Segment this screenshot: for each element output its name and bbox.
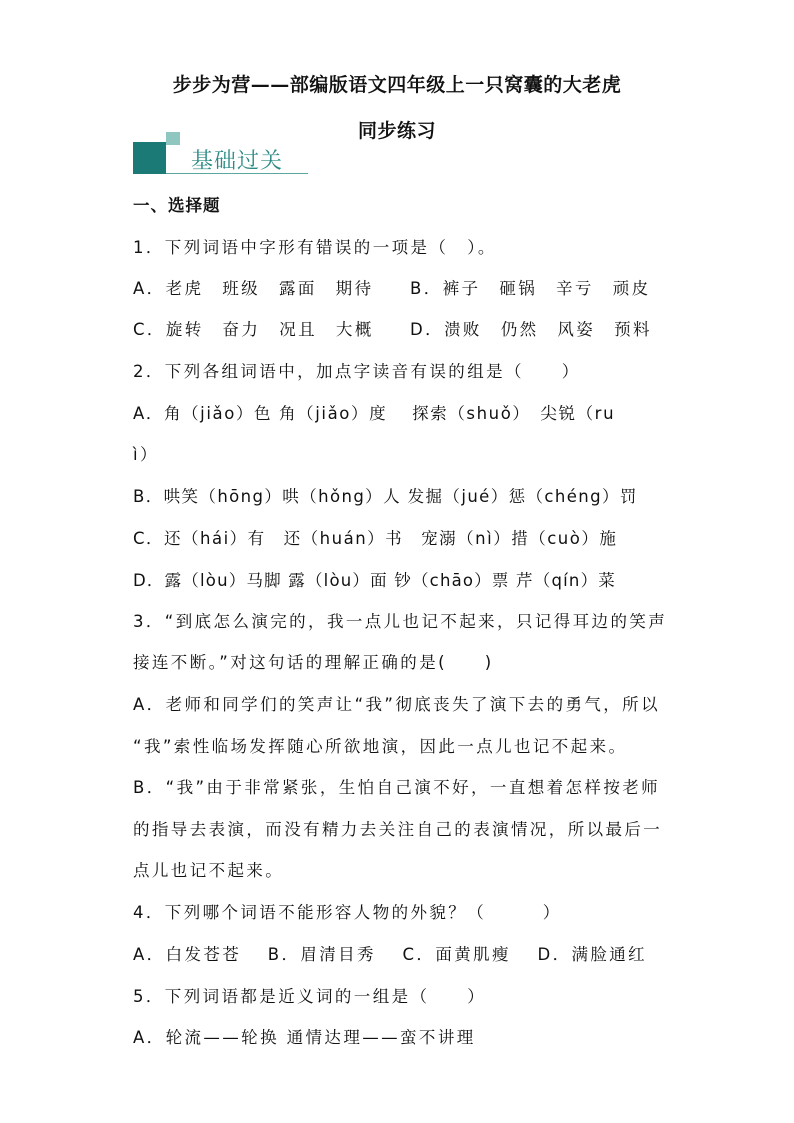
- question-3-stem-line-2: 接连不断。”对这句话的理解正确的是( ): [133, 653, 494, 672]
- section-header-decor-small-block: [166, 132, 180, 145]
- question-3-option-a-line-1: A．老师和同学们的笑声让“我”彻底丧失了演下去的勇气，所以: [133, 695, 660, 714]
- question-4-stem: 4．下列哪个词语不能形容人物的外貌？（ ）: [133, 903, 562, 922]
- document-subtitle: 同步练习: [357, 120, 436, 142]
- question-1-option-b: B．裤子 砸锅 辛亏 顽皮: [410, 279, 651, 298]
- question-4-options: A．白发苍苍 B．眉清目秀 C．面黄肌瘦 D．满脸通红: [133, 945, 648, 964]
- question-3-option-a-line-2: “我”索性临场发挥随心所欲地演，因此一点儿也记不起来。: [133, 737, 628, 756]
- question-1-stem: 1．下列词语中字形有错误的一项是（ ）。: [133, 238, 497, 257]
- document-title: 步步为营——部编版语文四年级上一只窝囊的大老虎: [172, 74, 622, 96]
- question-1-option-c: C．旋转 奋力 况且 大概: [133, 320, 374, 339]
- question-1-options-row-1: [133, 279, 651, 299]
- question-5-option-a: A．轮流——轮换 通情达理——蛮不讲理: [133, 1028, 476, 1047]
- question-2-option-a-line-2: ì）: [133, 445, 159, 464]
- section-heading-choice: 一、选择题: [133, 196, 221, 215]
- section-header-basic: [133, 132, 308, 176]
- question-1-option-d: D．溃败 仍然 风姿 预料: [410, 320, 652, 339]
- question-1-option-a: A．老虎 班级 露面 期待: [133, 279, 374, 298]
- question-2-option-a-line-1: A．角（jiǎo）色 角（jiǎo）度 探索（shuǒ） 尖锐（ru: [133, 404, 616, 423]
- section-header-decor-block: [133, 142, 166, 174]
- question-3-option-b-line-2: 的指导去表演，而没有精力去关注自己的表演情况，所以最后一: [133, 820, 663, 839]
- question-3-option-b-line-3: 点儿也记不起来。: [133, 861, 285, 880]
- question-2-option-b: B．哄笑（hōng）哄（hǒng）人 发掘（jué）惩（chéng）罚: [133, 487, 638, 506]
- section-header-label: 基础过关: [191, 149, 284, 174]
- question-3-option-b-line-1: B．“我”由于非常紧张，生怕自己演不好，一直想着怎样按老师: [133, 778, 661, 797]
- question-3-stem-line-1: 3．“到底怎么演完的，我一点儿也记不起来，只记得耳边的笑声: [133, 612, 668, 631]
- question-2-stem: 2．下列各组词语中，加点字读音有误的组是（ ）: [133, 362, 581, 381]
- question-5-stem: 5．下列词语都是近义词的一组是（ ）: [133, 987, 487, 1006]
- question-2-option-c: C．还（hái）有 还（huán）书 宠溺（nì）措（cuò）施: [133, 529, 618, 548]
- question-2-option-d: D．露（lòu）马脚 露（lòu）面 钞（chāo）票 芹（qín）菜: [133, 571, 616, 590]
- question-1-options-row-2: [133, 320, 652, 340]
